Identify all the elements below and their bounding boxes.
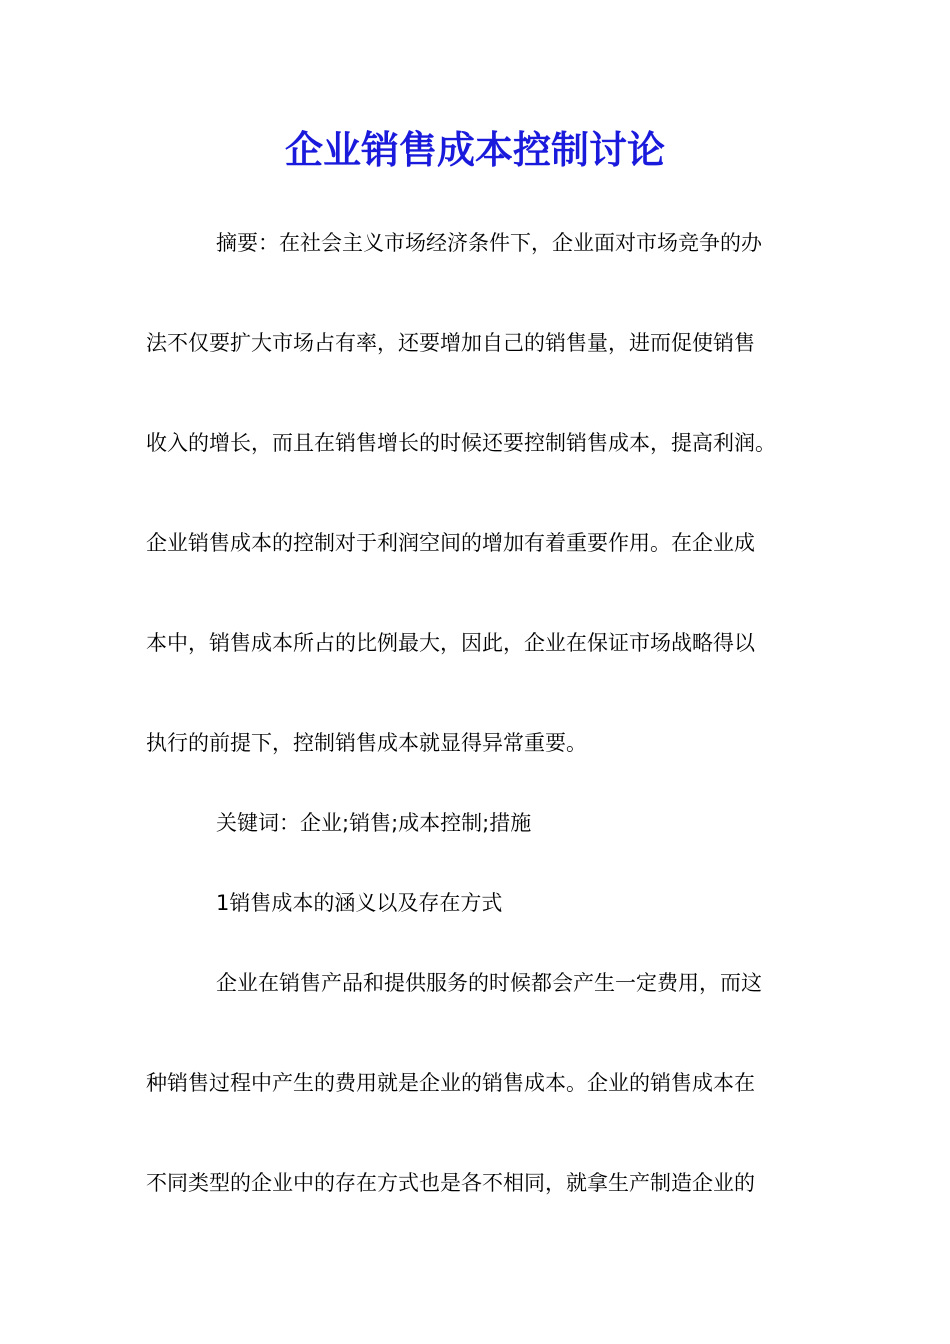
abstract-line-4: 企业销售成本的控制对于利润空间的增加有着重要作用。在企业成 [146, 531, 755, 555]
abstract-line-2: 法不仅要扩大市场占有率，还要增加自己的销售量，进而促使销售 [146, 331, 755, 355]
document-title: 企业销售成本控制讨论 [284, 127, 665, 172]
body-line-1: 企业在销售产品和提供服务的时候都会产生一定费用，而这 [216, 971, 762, 995]
body-line-2: 种销售过程中产生的费用就是企业的销售成本。企业的销售成本在 [146, 1071, 755, 1095]
keywords-line: 关键词：企业;销售;成本控制;措施 [216, 811, 532, 835]
abstract-line-1: 摘要：在社会主义市场经济条件下，企业面对市场竞争的办 [216, 231, 762, 255]
abstract-line-6: 执行的前提下，控制销售成本就显得异常重要。 [146, 731, 587, 755]
body-line-3: 不同类型的企业中的存在方式也是各不相同，就拿生产制造企业的 [146, 1171, 755, 1195]
abstract-line-5: 本中，销售成本所占的比例最大，因此，企业在保证市场战略得以 [146, 631, 755, 655]
section-heading: 1销售成本的涵义以及存在方式 [216, 891, 503, 915]
abstract-line-3: 收入的增长，而且在销售增长的时候还要控制销售成本，提高利润。 [146, 431, 776, 455]
